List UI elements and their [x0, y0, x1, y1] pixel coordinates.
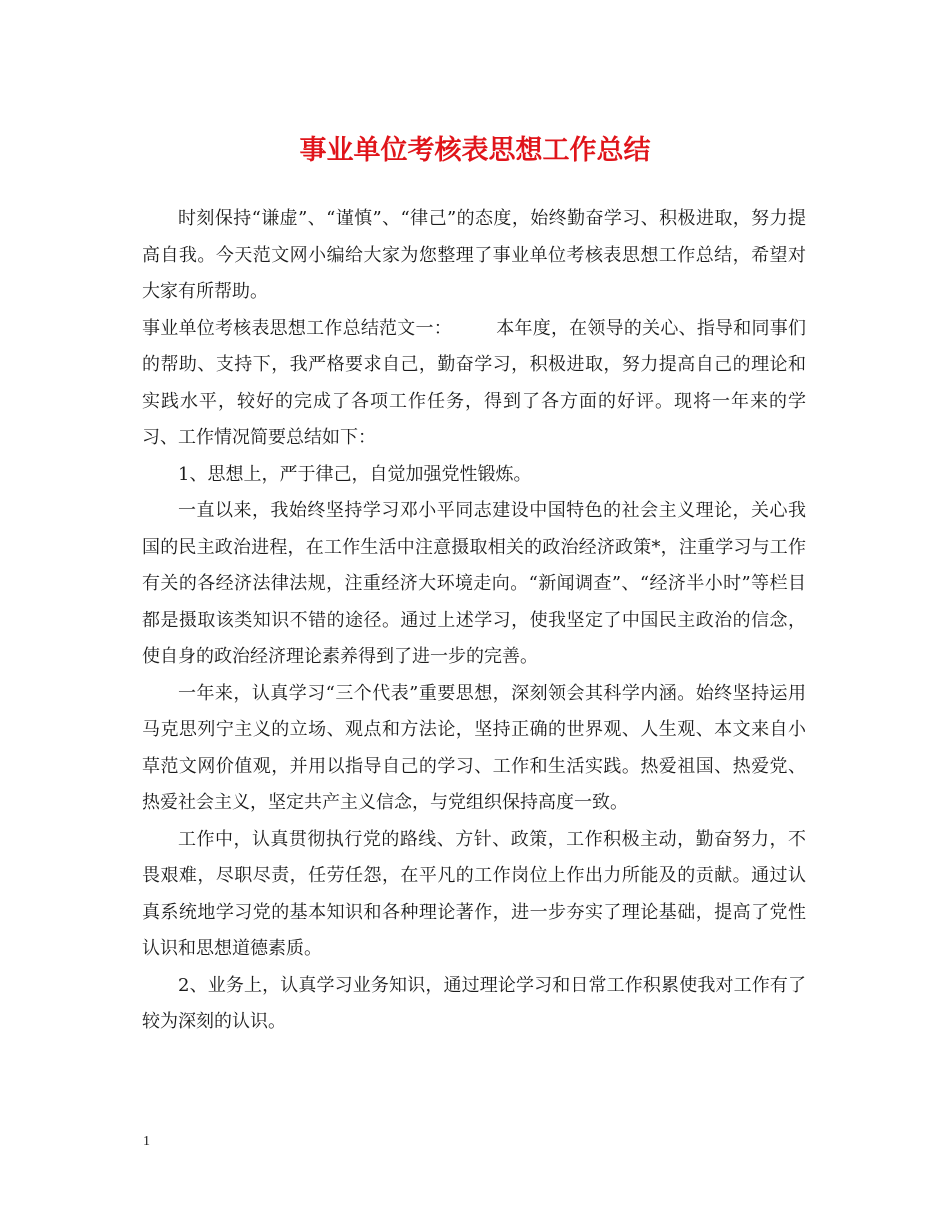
paragraph-1: 一直以来，我始终坚持学习邓小平同志建设中国特色的社会主义理论，关心我国的民主政治进程，在工作生活中注意摄取相关的政治经济政策*，注重学习与工作有关的各经济法律法规，注重经济大环境走向。“新闻调查”、“经济半小时”等栏目都是摄取该类知识不错的途径。通过上述学习，使我坚定了中国民主政治的信念，使自身的政治经济理论素养得到了进一步的完善。: [142, 500, 806, 667]
section-1-heading: 1、思想上，严于律己，自觉加强党性锻炼。: [178, 463, 532, 485]
page-number: 1: [143, 1134, 150, 1149]
sample-paragraph: [142, 311, 806, 457]
sample-opening: 本年度，在领导的关心、指导和同事们的帮助、支持下，我严格要求自己，勤奋学习，积极进取，努力提高自己的理论和实践水平，较好的完成了各项工作任务，得到了各方面的好评。现将一年来的学习、工作情况简要总结如下：: [142, 317, 806, 448]
intro-paragraph: 时刻保持“谦虚”、“谨慎”、“律己”的态度，始终勤奋学习、积极进取，努力提高自我。今天范文网小编给大家为您整理了事业单位考核表思想工作总结，希望对大家有所帮助。: [142, 208, 806, 302]
document-body: [142, 201, 806, 1041]
document-title: 事业单位考核表思想工作总结: [299, 135, 651, 166]
section-2-heading: 2、业务上，认真学习业务知识，通过理论学习和日常工作积累使我对工作有了较为深刻的认识。: [142, 974, 806, 1032]
sample-heading: 事业单位考核表思想工作总结范文一：: [142, 317, 452, 339]
paragraph-2: 一年来，认真学习“三个代表”重要思想，深刻领会其科学内涵。始终坚持运用马克思列宁主义的立场、观点和方法论，坚持正确的世界观、人生观、本文来自小草范文网价值观，并用以指导自己的学习、工作和生活实践。热爱祖国、热爱党、热爱社会主义，坚定共产主义信念，与党组织保持高度一致。: [142, 682, 806, 813]
paragraph-3: 工作中，认真贯彻执行党的路线、方针、政策，工作积极主动，勤奋努力，不畏艰难，尽职尽责，任劳任怨，在平凡的工作岗位上作出力所能及的贡献。通过认真系统地学习党的基本知识和各种理论著作，进一步夯实了理论基础，提高了党性认识和思想道德素质。: [142, 828, 806, 959]
